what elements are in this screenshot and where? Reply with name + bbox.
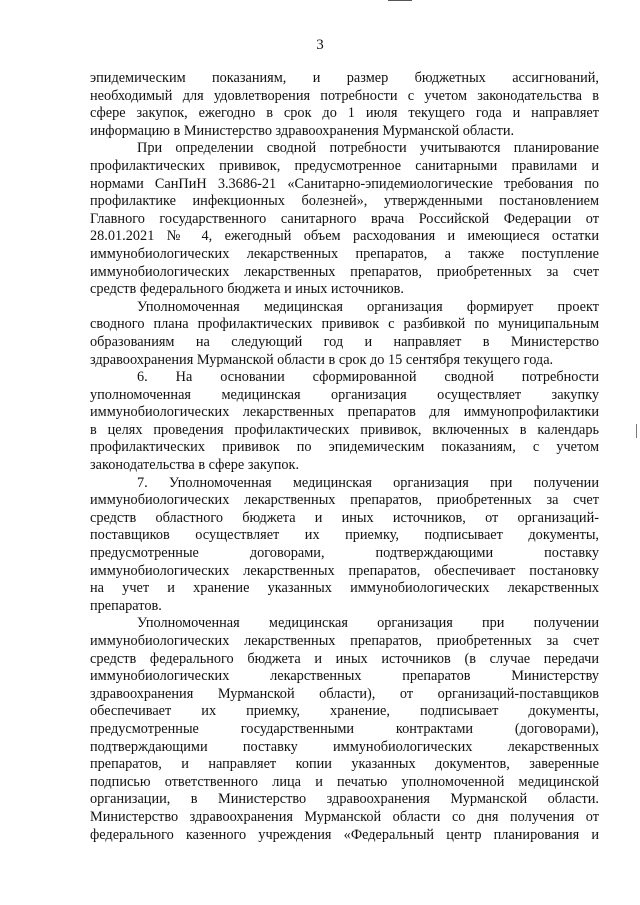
text-line: иммунобиологических лекарственных препаратов, приобретенных за счет [90, 633, 599, 649]
text-line: подписью ответственного лица и печатью уполномоченной медицинской [90, 773, 599, 790]
text-line: сводного плана профилактических прививок с разбивкой по муниципальным [90, 316, 599, 333]
text-line: препаратов. [90, 597, 162, 614]
text-line: в целях проведения профилактических прививок, включенных в календарь [90, 421, 599, 438]
text-line: 6. На основании сформированной сводной потребности [137, 369, 599, 386]
scan-mark-top [388, 0, 412, 1]
text-line: профилактических прививок, предусмотренное санитарными правилами и [90, 157, 599, 174]
text-line: иммунобиологических лекарственных препаратов, приобретенных за счет [90, 492, 599, 509]
text-line: иммунобиологических лекарственных препаратов, обеспечивает постановку [90, 562, 599, 579]
text-line: Уполномоченная медицинская организация формирует проект [137, 298, 599, 315]
text-line: здравоохранения Мурманской области), от организаций-поставщиков [90, 685, 599, 702]
text-line: предусмотренные договорами, подтверждающими поставку [90, 545, 599, 562]
text-line: на учет и хранение указанных иммунобиологических лекарственных [90, 580, 599, 597]
text-line: предусмотренные государственными контрактами (договорами), [90, 720, 599, 737]
scan-mark-margin [636, 424, 637, 438]
text-line: законодательства в сфере закупок. [90, 457, 300, 474]
text-line: препаратов, и направляет копии указанных документов, заверенные [90, 756, 599, 773]
text-line: уполномоченная медицинская организация осуществляет закупку [90, 386, 599, 403]
page-number: 3 [316, 37, 324, 53]
text-line: Главного государственного санитарного врача Российской Федерации от [90, 210, 599, 227]
text-line: сфере закупок, ежегодно в срок до 1 июля текущего года и направляет [90, 105, 599, 122]
text-line: профилактических прививок по эпидемическим показаниям, с учетом [90, 439, 599, 456]
text-line: информацию в Министерство здравоохранения Мурманской области. [90, 122, 515, 139]
text-line: иммунобиологических лекарственных препаратов Министерству [90, 668, 599, 685]
text-line: иммунобиологических лекарственных препаратов, приобретенных за счет [90, 263, 599, 280]
text-line: средств федерального бюджета и иных источников (в случае передачи [90, 650, 599, 667]
text-line: федерального казенного учреждения «Федеральный центр планирования и [90, 826, 599, 843]
text-line: эпидемическим показаниям, и размер бюджетных ассигнований, [90, 70, 599, 86]
text-line: иммунобиологических лекарственных препаратов для иммунопрофилактики [90, 404, 599, 421]
text-line: 28.01.2021 № 4, ежегодный объем расходования и имеющиеся остатки [90, 228, 599, 245]
text-line: Министерство здравоохранения Мурманской области со дня получения от [90, 808, 599, 825]
document-body [90, 70, 599, 844]
text-line: 7. Уполномоченная медицинская организация при получении [137, 474, 599, 491]
text-line: необходимый для удовлетворения потребности с учетом законодательства в [90, 87, 599, 104]
text-line: подтверждающими поставку иммунобиологических лекарственных [90, 738, 599, 755]
text-line: Уполномоченная медицинская организация при получении [137, 615, 599, 632]
text-line: обеспечивает их приемку, хранение, подписывает документы, [90, 703, 599, 720]
text-line: образованиям на следующий год и направляет в Министерство [90, 333, 599, 350]
text-line: профилактике инфекционных болезней», утвержденными постановлением [90, 193, 599, 210]
text-line: средств федерального бюджета и иных источников. [90, 281, 404, 298]
text-line: поставщиков осуществляет их приемку, подписывает документы, [90, 527, 599, 544]
text-line: При определении сводной потребности учитываются планирование [137, 140, 599, 157]
text-line: организации, в Министерство здравоохранения Мурманской области. [90, 791, 599, 808]
text-line: средств областного бюджета и иных источников, от организаций- [90, 509, 599, 526]
text-line: иммунобиологических лекарственных препаратов, а также поступление [90, 245, 599, 262]
text-line: здравоохранения Мурманской области в срок до 15 сентября текущего года. [90, 351, 554, 368]
text-line: нормами СанПиН 3.3686-21 «Санитарно-эпидемиологические требования по [90, 175, 599, 192]
